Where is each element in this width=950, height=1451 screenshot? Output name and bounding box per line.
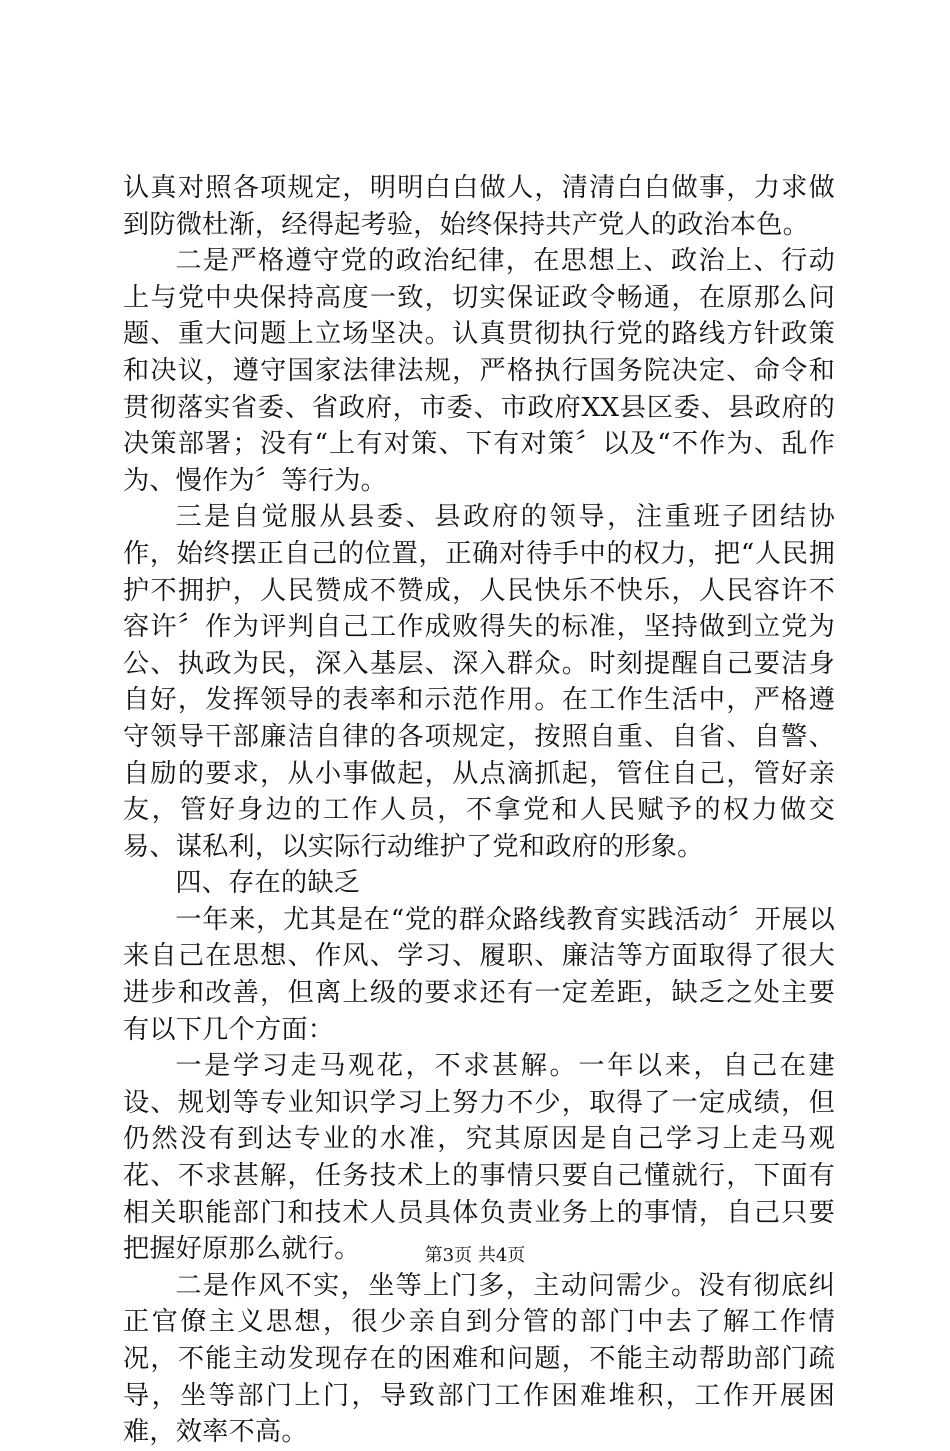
page-footer [0, 1244, 950, 1268]
paragraph: 三是自觉服从县委、县政府的领导，注重班子团结协作，始终摆正自己的位置，正确对待手中的权力，把“人民拥护不拥护，人民赞成不赞成，人民快乐不快乐，人民容许不容许〞作为评判自己工作成败得失的标准，坚持做到立党为公、执政为民，深入基层、深入群众。时刻提醒自己要洁身自好，发挥领导的表率和示范作用。在工作生活中，严格遵守领导干部廉洁自律的各项规定，按照自重、自省、自警、自励的要求，从小事做起，从点滴抓起，管住自己，管好亲友，管好身边的工作人员，不拿党和人民赋予的权力做交易、谋私利，以实际行动维护了党和政府的形象。 [123, 502, 835, 862]
paragraph: 二是作风不实，坐等上门多，主动问需少。没有彻底纠正官僚主义思想，很少亲自到分管的部门中去了解工作情况，不能主动发现存在的困难和问题，不能主动帮助部门疏导，坐等部门上门，导致部门工作困难堆积，工作开展困难，效率不高。 [123, 1270, 835, 1448]
section-heading: 四、存在的缺乏 [175, 868, 361, 899]
paragraph: 一是学习走马观花，不求甚解。一年以来，自己在建设、规划等专业知识学习上努力不少，取得了一定成绩，但仍然没有到达专业的水准，究其原因是自己学习上走马观花、不求甚解，任务技术上的事情只要自己懂就行，下面有相关职能部门和技术人员具体负责业务上的事情，自己只要把握好原那么就行。 [123, 1051, 835, 1265]
paragraph: 一年来，尤其是在“党的群众路线教育实践活动〞开展以来自己在思想、作风、学习、履职、廉洁等方面取得了很大进步和改善，但离上级的要求还有一定差距，缺乏之处主要有以下几个方面： [123, 904, 835, 1045]
paragraph: 认真对照各项规定，明明白白做人，清清白白做事，力求做到防微杜渐，经得起考验，始终保持共产党人的政治本色。 [123, 173, 835, 240]
paragraph: 二是严格遵守党的政治纪律，在思想上、政治上、行动上与党中央保持高度一致，切实保证政令畅通，在原那么问题、重大问题上立场坚决。认真贯彻执行党的路线方针政策和决议，遵守国家法律法规，严格执行国务院决定、命令和贯彻落实省委、省政府，市委、市政府XX县区委、县政府的决策部署；没有“上有对策、下有对策〞以及“不作为、乱作为、慢作为〞等行为。 [123, 246, 835, 496]
page-number: 第3页 共4页 [424, 1245, 526, 1266]
